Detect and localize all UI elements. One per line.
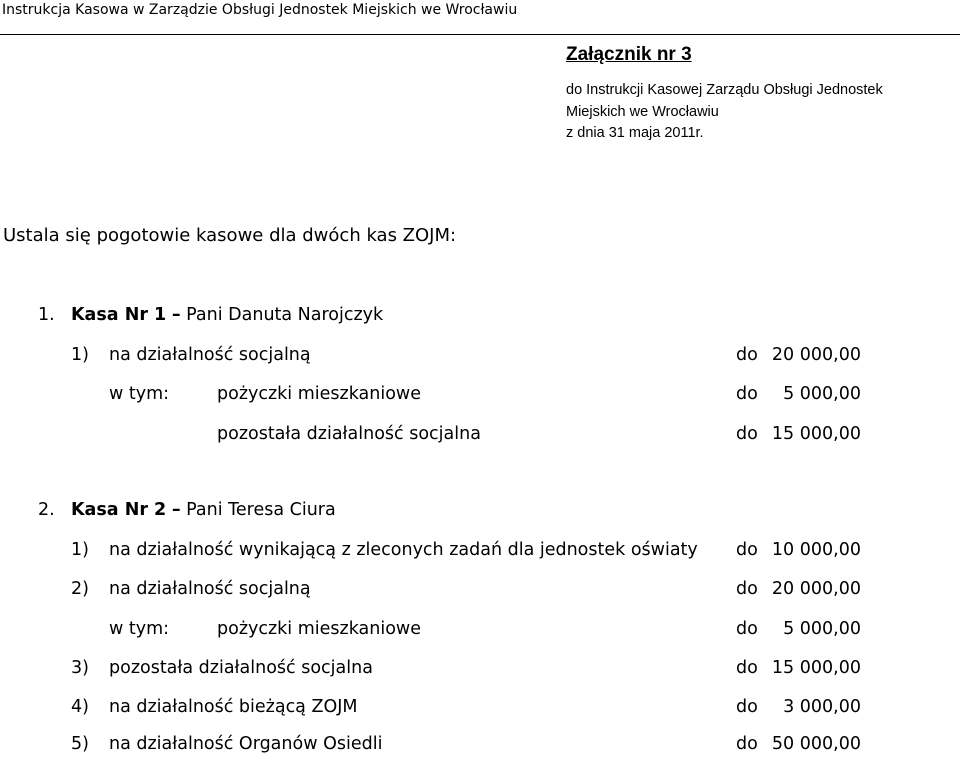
kasa-heading <box>0 302 960 328</box>
item-text: na działalność Organów Osiedli <box>109 734 383 754</box>
item-do: do <box>736 619 758 639</box>
item-amount: 20 000,00 <box>771 345 861 365</box>
intro-text: Ustala się pogotowie kasowe dla dwóch kas ZOJM: <box>3 225 457 246</box>
list-item <box>0 731 960 757</box>
item-text: pozostała działalność socjalna <box>217 424 481 444</box>
list-item <box>0 576 960 602</box>
attachment-line: do Instrukcji Kasowej Zarządu Obsługi Jednostek <box>566 82 883 98</box>
item-amount: 5 000,00 <box>783 619 861 639</box>
item-do: do <box>736 734 758 754</box>
list-item <box>0 342 960 368</box>
item-text: na działalność socjalną <box>109 345 311 365</box>
item-text: na działalność socjalną <box>109 579 311 599</box>
kasa-number: 2. <box>38 500 55 520</box>
item-do: do <box>736 384 758 404</box>
sub-label: w tym: <box>109 384 170 404</box>
item-amount: 15 000,00 <box>771 658 861 678</box>
item-amount: 50 000,00 <box>771 734 861 754</box>
item-do: do <box>736 540 758 560</box>
item-text: pozostała działalność socjalna <box>109 658 373 678</box>
kasa-dash: – <box>171 305 181 325</box>
item-do: do <box>736 424 758 444</box>
sub-label: w tym: <box>109 619 170 639</box>
header-title: Instrukcja Kasowa w Zarządzie Obsługi Jednostek Miejskich we Wrocławiu <box>2 2 518 18</box>
kasa-name: Kasa Nr 1 <box>71 305 167 325</box>
kasa-number: 1. <box>38 305 55 325</box>
item-number: 1) <box>71 540 89 560</box>
item-number: 1) <box>71 345 89 365</box>
list-item <box>0 616 960 642</box>
item-amount: 10 000,00 <box>771 540 861 560</box>
item-do: do <box>736 579 758 599</box>
kasa-person: Pani Danuta Narojczyk <box>186 305 384 325</box>
item-amount: 5 000,00 <box>783 384 861 404</box>
item-text: pożyczki mieszkaniowe <box>217 619 421 639</box>
item-number: 2) <box>71 579 89 599</box>
item-number: 4) <box>71 697 89 717</box>
list-item <box>0 694 960 720</box>
list-item <box>0 537 960 563</box>
item-text: pożyczki mieszkaniowe <box>217 384 421 404</box>
list-item <box>0 655 960 681</box>
item-text: na działalność wynikającą z zleconych zadań dla jednostek oświaty <box>109 540 698 560</box>
item-text: na działalność bieżącą ZOJM <box>109 697 358 717</box>
attachment-line: Miejskich we Wrocławiu <box>566 104 719 120</box>
item-number: 5) <box>71 734 89 754</box>
document-header <box>0 0 960 35</box>
item-number: 3) <box>71 658 89 678</box>
item-do: do <box>736 658 758 678</box>
attachment-title: Załącznik nr 3 <box>566 44 692 65</box>
item-amount: 3 000,00 <box>783 697 861 717</box>
kasa-heading <box>0 497 960 523</box>
list-item <box>0 381 960 407</box>
item-do: do <box>736 697 758 717</box>
item-do: do <box>736 345 758 365</box>
kasa-person: Pani Teresa Ciura <box>186 500 336 520</box>
list-item <box>0 421 960 447</box>
item-amount: 15 000,00 <box>771 424 861 444</box>
kasa-dash: – <box>171 500 181 520</box>
kasa-name: Kasa Nr 2 <box>71 500 167 520</box>
attachment-date: z dnia 31 maja 2011r. <box>566 125 704 141</box>
item-amount: 20 000,00 <box>771 579 861 599</box>
